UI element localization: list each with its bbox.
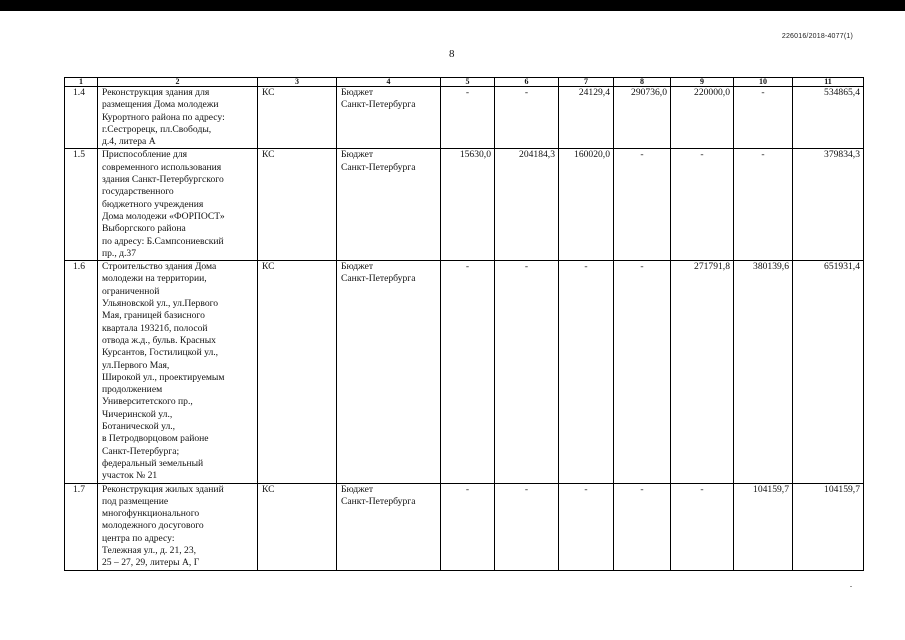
column-header: 6 — [495, 78, 559, 87]
column-header: 5 — [441, 78, 495, 87]
table-row — [65, 261, 864, 483]
row-number: 1.7 — [65, 483, 98, 570]
value-cell: - — [614, 261, 671, 483]
column-header: 11 — [793, 78, 864, 87]
document-number: 226016/2018-4077(1) — [781, 33, 853, 40]
page-number: 8 — [449, 48, 455, 60]
object-name: Приспособление для современного использования здания Санкт-Петербургского государственного бюджетного учреждения Дома молодежи «ФОРПОСТ» Выборгского района по адресу: Б.Сампсониевский пр., д.37 — [98, 149, 258, 261]
data-table — [64, 77, 864, 571]
column-header: 8 — [614, 78, 671, 87]
funding-source: Бюджет Санкт-Петербурга — [337, 87, 441, 149]
value-cell: 220000,0 — [671, 87, 734, 149]
table-row — [65, 483, 864, 570]
column-header: 3 — [258, 78, 337, 87]
row-number: 1.5 — [65, 149, 98, 261]
column-header: 7 — [559, 78, 614, 87]
value-cell: - — [559, 261, 614, 483]
total-cell: 534865,4 — [793, 87, 864, 149]
value-cell: 380139,6 — [734, 261, 793, 483]
value-cell: 290736,0 — [614, 87, 671, 149]
value-cell: - — [734, 149, 793, 261]
column-header: 1 — [65, 78, 98, 87]
value-cell: - — [559, 483, 614, 570]
column-header: 9 — [671, 78, 734, 87]
total-cell: 651931,4 — [793, 261, 864, 483]
row-number: 1.6 — [65, 261, 98, 483]
table-row — [65, 149, 864, 261]
total-cell: 379834,3 — [793, 149, 864, 261]
value-cell: - — [495, 483, 559, 570]
value-cell: - — [441, 261, 495, 483]
value-cell: 15630,0 — [441, 149, 495, 261]
value-cell: - — [495, 87, 559, 149]
funding-source: Бюджет Санкт-Петербурга — [337, 149, 441, 261]
top-scan-border — [0, 0, 905, 11]
work-type: КС — [258, 261, 337, 483]
work-type: КС — [258, 87, 337, 149]
funding-source: Бюджет Санкт-Петербурга — [337, 483, 441, 570]
value-cell: - — [671, 149, 734, 261]
column-header: 4 — [337, 78, 441, 87]
value-cell: 271791,8 — [671, 261, 734, 483]
value-cell: - — [671, 483, 734, 570]
value-cell: 160020,0 — [559, 149, 614, 261]
scan-speck — [850, 586, 852, 587]
column-header: 10 — [734, 78, 793, 87]
value-cell: - — [495, 261, 559, 483]
funding-source: Бюджет Санкт-Петербурга — [337, 261, 441, 483]
table-row — [65, 87, 864, 149]
column-header: 2 — [98, 78, 258, 87]
value-cell: - — [441, 483, 495, 570]
value-cell: - — [614, 149, 671, 261]
total-cell: 104159,7 — [793, 483, 864, 570]
value-cell: 104159,7 — [734, 483, 793, 570]
object-name: Строительство здания Дома молодежи на территории, ограниченной Ульяновской ул., ул.Первого Мая, границей базисного квартала 19321б, полосой отвода ж.д., бульв. Красных Курсантов, Гостилицкой ул., ул.Первого Мая, Широкой ул., проектируемым продолжением Университетского пр., Чичеринской ул., Ботанической ул., в Петродворцовом районе Санкт-Петербурга; федеральный земельный участок № 21 — [98, 261, 258, 483]
work-type: КС — [258, 483, 337, 570]
work-type: КС — [258, 149, 337, 261]
object-name: Реконструкция здания для размещения Дома молодежи Курортного района по адресу: г.Сестрорецк, пл.Свободы, д.4, литера А — [98, 87, 258, 149]
value-cell: - — [734, 87, 793, 149]
value-cell: 24129,4 — [559, 87, 614, 149]
value-cell: - — [441, 87, 495, 149]
object-name: Реконструкция жилых зданий под размещение многофункционального молодежного досугового центра по адресу: Тележная ул., д. 21, 23, 25 – 27, 29, литеры А, Г — [98, 483, 258, 570]
value-cell: - — [614, 483, 671, 570]
value-cell: 204184,3 — [495, 149, 559, 261]
table-header-row — [65, 78, 864, 87]
row-number: 1.4 — [65, 87, 98, 149]
